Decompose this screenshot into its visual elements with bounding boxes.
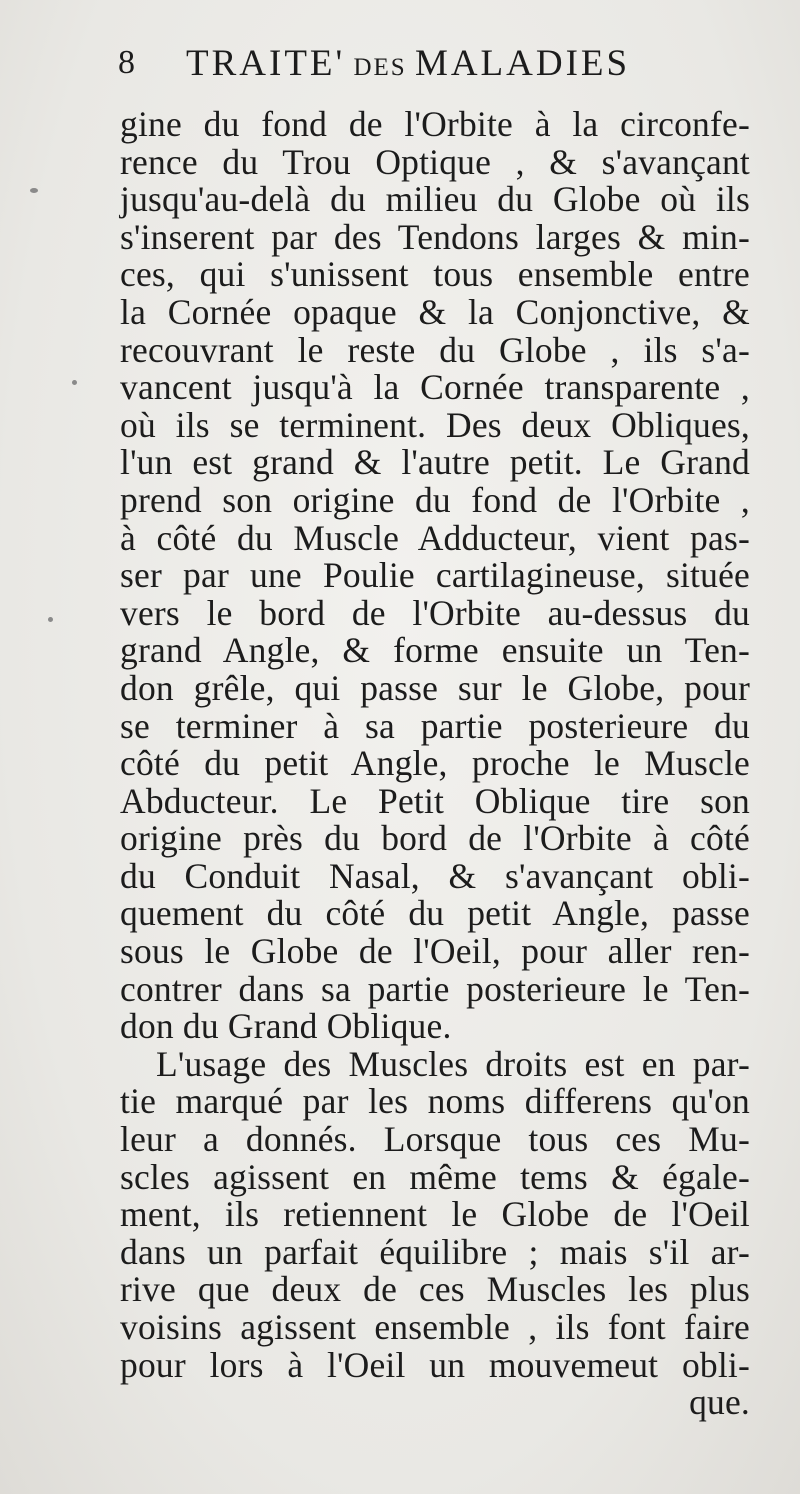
text-line: jusqu'au-delà du milieu du Globe où ils <box>120 179 750 220</box>
running-header <box>118 38 718 98</box>
text-line: leur a donnés. Lorsque tous ces Mu- <box>120 1119 750 1160</box>
running-title-part-2: DES <box>345 54 415 81</box>
text-line: tie marqué par les noms differens qu'on <box>120 1081 750 1122</box>
text-line: l'un est grand & l'autre petit. Le Grand <box>120 442 750 483</box>
text-line: pour lors à l'Oeil un mouvemeut obli- <box>120 1344 750 1385</box>
running-title-part-1: TRAITE' <box>186 43 346 84</box>
running-title-part-3: MALADIES <box>414 43 631 84</box>
text-line: quement du côté du petit Angle, passe <box>120 893 750 934</box>
text-line: vers le bord de l'Orbite au-dessus du <box>120 592 750 633</box>
text-line: rence du Trou Optique , & s'avançant <box>120 141 750 182</box>
catchword: que. <box>689 1382 750 1423</box>
text-line: origine près du bord de l'Orbite à côté <box>120 818 750 859</box>
ink-speck <box>48 617 53 622</box>
text-line: du Conduit Nasal, & s'avançant obli- <box>120 855 750 896</box>
text-line-paragraph-start: L'usage des Muscles droits est en par- <box>156 1043 750 1084</box>
text-line: se terminer à sa partie posterieure du <box>120 705 750 746</box>
text-line: s'inserent par des Tendons larges & min- <box>120 216 750 257</box>
text-line: où ils se terminent. Des deux Obliques, <box>120 404 750 445</box>
text-line-paragraph-end: don du Grand Oblique. <box>120 1006 452 1047</box>
text-line: gine du fond de l'Orbite à la circonfe- <box>120 104 750 144</box>
body-text <box>120 106 750 1422</box>
text-line: contrer dans sa partie posterieure le Ten- <box>120 968 750 1009</box>
text-line: Abducteur. Le Petit Oblique tire son <box>120 780 750 821</box>
text-line: ces, qui s'unissent tous ensemble entre <box>120 254 750 295</box>
text-line: à côté du Muscle Adducteur, vient pas- <box>120 517 750 558</box>
text-line: recouvrant le reste du Globe , ils s'a- <box>120 329 750 370</box>
page-number: 8 <box>118 44 138 81</box>
text-line: ser par une Poulie cartilagineuse, située <box>120 555 750 596</box>
running-title <box>186 42 630 85</box>
text-line: scles agissent en même tems & égale- <box>120 1156 750 1197</box>
text-line: vancent jusqu'à la Cornée transparente , <box>120 367 750 408</box>
text-line: ment, ils retiennent le Globe de l'Oeil <box>120 1194 750 1235</box>
text-line: la Cornée opaque & la Conjonctive, & <box>120 291 750 332</box>
ink-speck <box>72 380 77 385</box>
text-line: rive que deux de ces Muscles les plus <box>120 1269 750 1310</box>
text-line: côté du petit Angle, proche le Muscle <box>120 743 750 784</box>
text-line: sous le Globe de l'Oeil, pour aller ren- <box>120 931 750 972</box>
text-line: grand Angle, & forme ensuite un Ten- <box>120 630 750 671</box>
ink-speck <box>30 188 38 193</box>
text-line: voisins agissent ensemble , ils font faire <box>120 1307 750 1347</box>
text-line: prend son origine du fond de l'Orbite , <box>120 479 750 520</box>
text-line: don grêle, qui passe sur le Globe, pour <box>120 667 750 708</box>
text-line: dans un parfait équilibre ; mais s'il ar- <box>120 1231 750 1272</box>
